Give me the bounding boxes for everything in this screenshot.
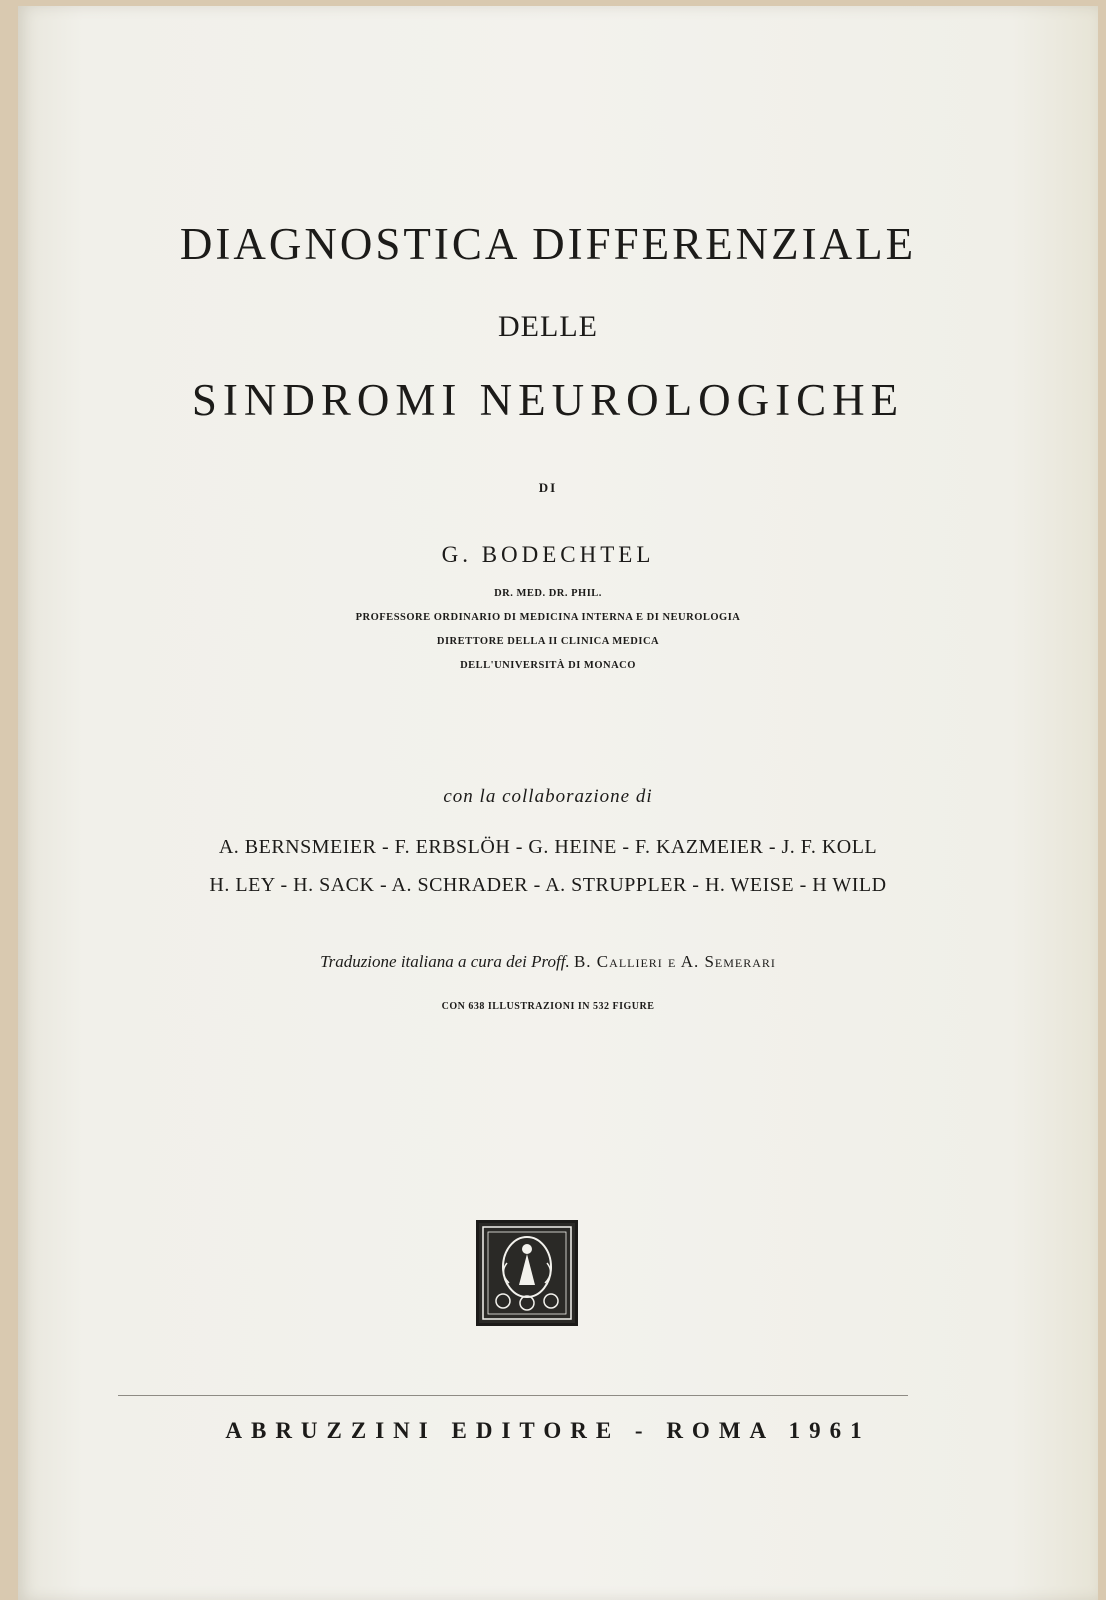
title-page (18, 6, 1098, 1600)
author-credential: DIRETTORE DELLA II CLINICA MEDICA (436, 636, 660, 647)
publisher-line: ABRUZZINI EDITORE - ROMA 1961 (225, 1418, 871, 1443)
author-credential: DELL'UNIVERSITÀ DI MONACO (460, 660, 636, 671)
collaboration-intro: con la collaborazione di (443, 786, 653, 807)
collaborators-line-2: H. LEY - H. SACK - A. SCHRADER - A. STRUPPLER - H. WEISE - H WILD (209, 874, 887, 896)
by-label: DI (538, 480, 558, 495)
translation-intro: Traduzione italiana a cura dei Proff. (320, 952, 570, 971)
author-credential: DR. MED. DR. PHIL. (494, 588, 602, 599)
title-line-2: DELLE (498, 310, 598, 343)
title-line-3: SINDROMI NEUROLOGICHE (191, 375, 905, 425)
translation-credit (18, 952, 1078, 972)
divider (118, 1395, 908, 1396)
title-line-1: DIAGNOSTICA DIFFERENZIALE (179, 219, 917, 269)
author-name: G. BODECHTEL (441, 542, 655, 567)
collaborators-line-1: A. BERNSMEIER - F. ERBSLÖH - G. HEINE - F. KAZMEIER - J. F. KOLL (218, 836, 878, 858)
translators: B. Callieri e A. Semerari (573, 952, 776, 971)
illustrations-note: CON 638 ILLUSTRAZIONI IN 532 FIGURE (441, 1001, 655, 1012)
author-credential: PROFESSORE ORDINARIO DI MEDICINA INTERNA E DI NEUROLOGIA (355, 612, 741, 623)
publisher-mark-icon (476, 1220, 578, 1326)
